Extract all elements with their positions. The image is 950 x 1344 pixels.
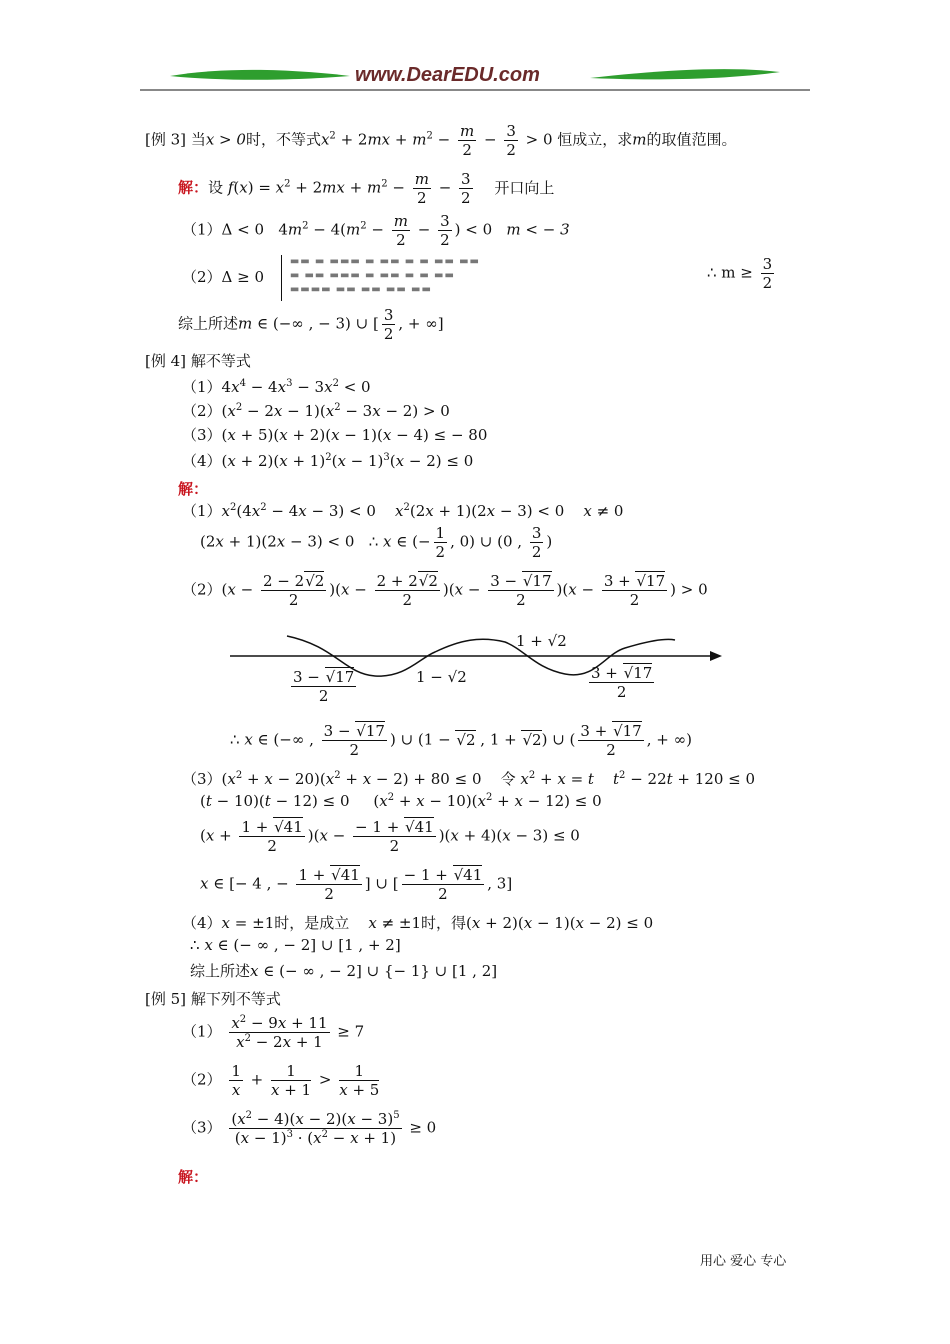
- ex4-item-3: （3）(x + 5)(x + 2)(x − 1)(x − 4) ≤ − 80: [182, 426, 488, 444]
- root-label-1-minus-sqrt2: 1 − √2: [416, 668, 467, 686]
- ex5-item-1: （1） $\frac{x^2 - 9x + 11}{x^2 - 2x + 1}$ ≥ 7: [182, 1014, 365, 1051]
- ex4-summary: 综上所述x ∈ (− ∞ , − 2] ∪ {− 1} ∪ [1 , 2]: [190, 962, 498, 980]
- ex3-summary: 综上所述m ∈ (−∞ , − 3) ∪ [ $\frac{3}{2}$ , + ∞]: [178, 306, 444, 343]
- root-label-3-minus-sqrt17: $\frac{3 - √17}{2}$: [293, 668, 355, 705]
- root-label-1-plus-sqrt2: 1 + √2: [516, 632, 567, 650]
- ex4-sol-1b: (2x + 1)(2x − 3) < 0 ∴ x ∈ (− $\frac{1}{2}$ , 0) ∪ (0 , $\frac{3}{2}$ ): [200, 524, 553, 561]
- ex4-item-4: $(4)(x + 2)(x + 1)^2(x - 1)^3(x - 2) \le 0$: [182, 452, 474, 470]
- ex5-item-2: （2） $\frac{1}{x}$ + $\frac{1}{x + 1}$ > $\frac{1}{x + 5}$: [182, 1062, 380, 1099]
- root-label-3-plus-sqrt17: $\frac{3 + √17}{2}$: [591, 664, 653, 701]
- ex3-case2: （2）Δ ≥ 0 ▬▬ ▬ ▬▬▬ ▬ ▬▬ ▬ ▬ ▬▬ ▬▬ ▬ ▬▬ ▬▬▬ ▬ ▬▬ ▬ ▬ ▬▬ ▬▬▬▬ ▬▬ ▬▬ ▬▬ ▬▬ ∴ m ≥ $\frac{3}{2}$: [182, 255, 782, 301]
- ex4-sol-1: $(1)x^2(4x^2 - 4x - 3) < 0$ $x^2(2x + 1)(2x - 3) < 0$ x ≠ 0: [182, 502, 624, 520]
- header-banner: [140, 62, 810, 92]
- ex5-title: [例 5] 解下列不等式: [145, 990, 281, 1008]
- ex4-sol-4b: ∴ x ∈ (− ∞ , − 2] ∪ [1 , + 2]: [190, 936, 401, 954]
- site-title: www.DearEDU.com: [355, 64, 540, 86]
- ex4-sol-3: $(3)(x^2 + x - 20)(x^2 + x - 2) + 80 \le 0$ 令 $x^2 + x = t$ $t^2 - 22t + 120 \le 0$: [182, 770, 756, 788]
- ex4-item-2: $(2)(x^2 - 2x - 1)(x^2 - 3x - 2) > 0$: [182, 402, 450, 420]
- ex4-solution-label: 解：: [178, 480, 209, 498]
- ex4-item-1: $(1)4x^4 - 4x^3 - 3x^2 < 0$: [182, 378, 371, 396]
- ex5-solution-label: 解：: [178, 1168, 209, 1186]
- ex4-title: [例 4] 解不等式: [145, 352, 251, 370]
- ex3-question: [例 3] 当x > 0时，不等式$x^2 + 2mx + m^2$ − $\frac{m}{2}$ − $\frac{3}{2}$ > 0 恒成立，求m的取值范围。: [145, 122, 737, 159]
- garbled-equation-system: ▬▬ ▬ ▬▬▬ ▬ ▬▬ ▬ ▬ ▬▬ ▬▬ ▬ ▬▬ ▬▬▬ ▬ ▬▬ ▬ ▬ ▬▬ ▬▬▬▬ ▬▬ ▬▬ ▬▬ ▬▬: [281, 255, 480, 301]
- footer-slogan: 用心 爱心 专心: [700, 1254, 787, 1269]
- ex4-sol-2: （2）(x − $\frac{2 - 2√2}{2}$ )(x − $\frac{2 + 2√2}{2}$ )(x − $\frac{3 - √17}{2}$ )(x − $\frac{3 + √17}{2}$ ) > 0: [182, 572, 708, 609]
- ex3-solution-intro: 解：设 $f(x) = x^2 + 2mx + m^2$ − $\frac{m}{2}$ − $\frac{3}{2}$ 开口向上: [178, 170, 555, 207]
- ex4-sol-4: （4）x = ±1时，是成立 x ≠ ±1时，得(x + 2)(x − 1)(x − 2) ≤ 0: [182, 914, 654, 932]
- ex4-sol-3c: (x + $\frac{1 + √41}{2}$ )(x − $\frac{- 1 + √41}{2}$ )(x + 4)(x − 3) ≤ 0: [200, 818, 580, 855]
- ex4-sol-3b: (t − 10)(t − 12) ≤ 0 $(x^2 + x - 10)(x^2 + x - 12) \le 0$: [200, 792, 602, 810]
- ex4-sol-2-result: ∴ x ∈ (−∞ , $\frac{3 - √17}{2}$ ) ∪ (1 − √2 , 1 + √2) ∪ ( $\frac{3 + √17}{2}$ , + ∞): [230, 722, 692, 759]
- ex3-case1: （1）Δ < 0 $4m^2 - 4(m^2$ − $\frac{m}{2}$ − $\frac{3}{2}$ ) < 0 m < − 3: [182, 212, 570, 249]
- ex4-sol-3d: x ∈ [− 4 , − $\frac{1 + √41}{2}$ ] ∪ [ $\frac{- 1 + √41}{2}$ , 3]: [200, 866, 513, 903]
- ex5-item-3: （3） $\frac{(x^2 - 4)(x - 2)(x - 3)^5}{(x - 1)^3 \cdot (x^2 - x + 1)}$ ≥ 0: [182, 1110, 437, 1147]
